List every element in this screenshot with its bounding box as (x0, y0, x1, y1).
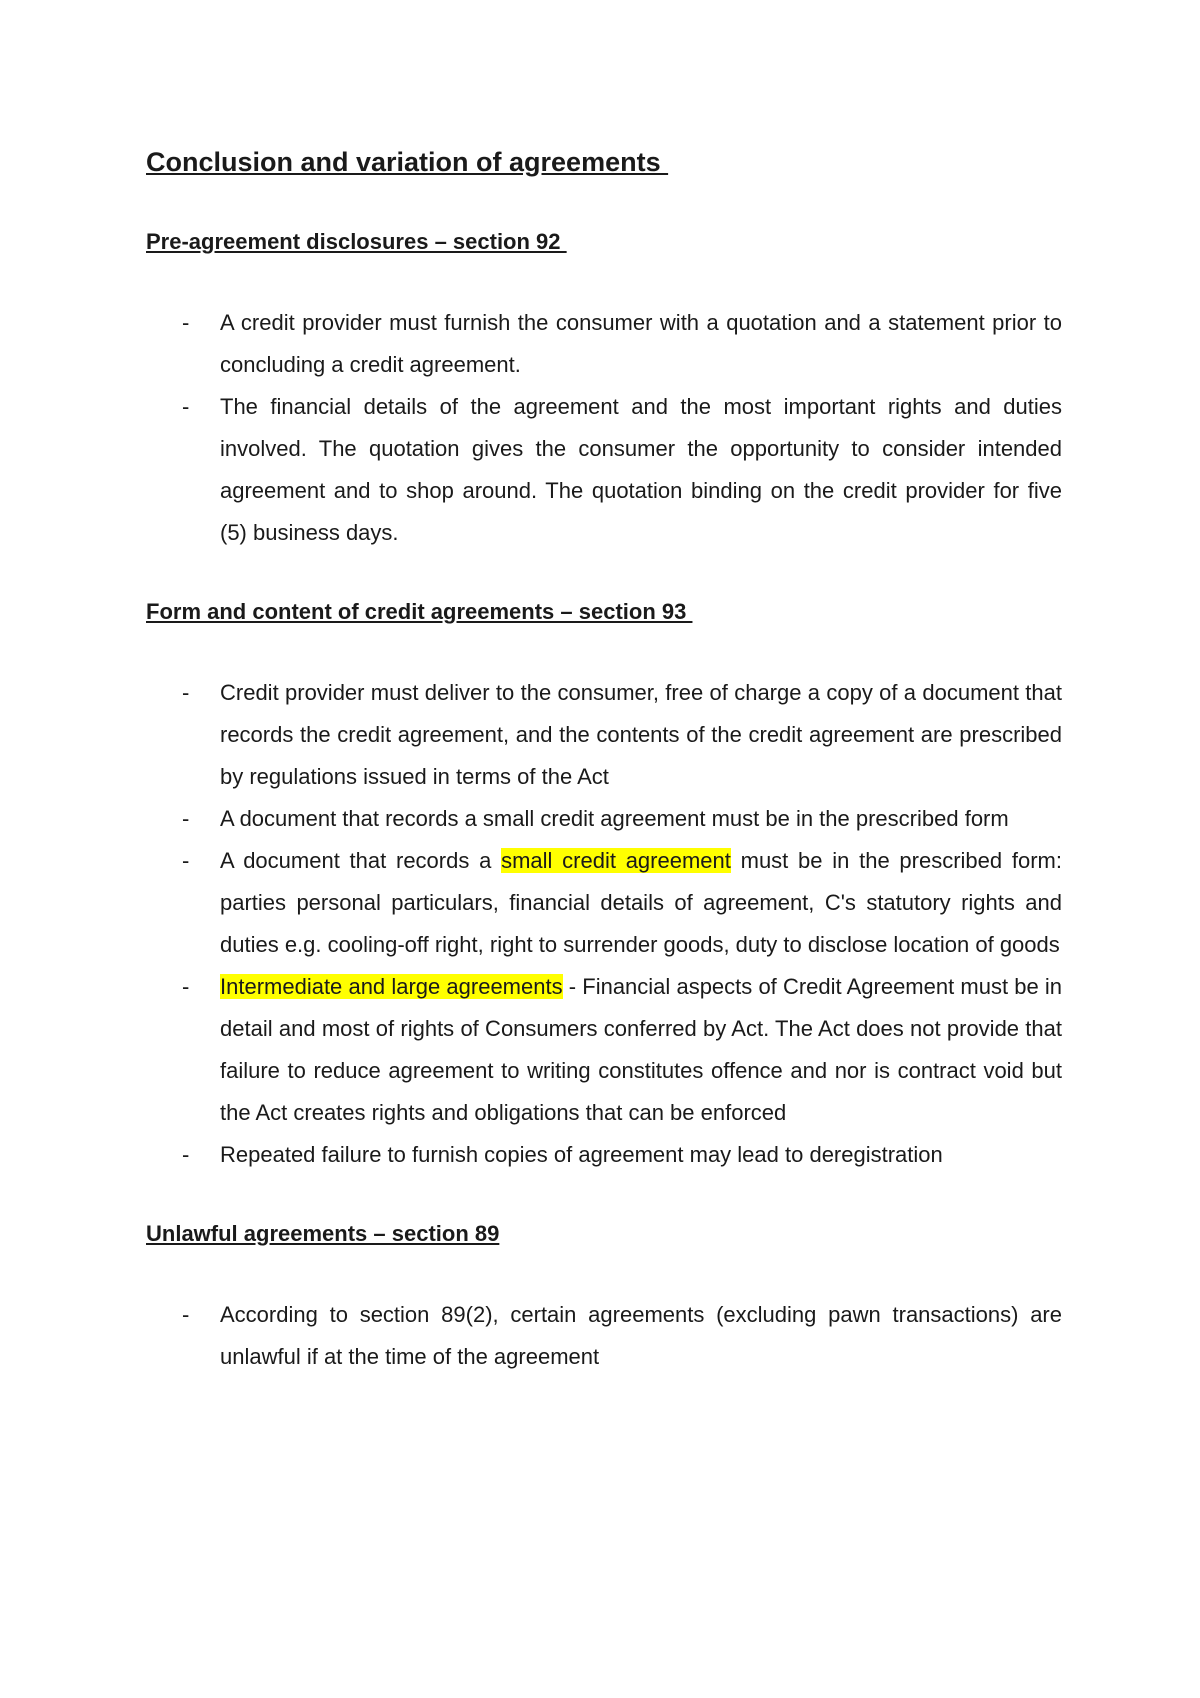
bullet-item (146, 966, 1062, 1134)
spacer (146, 262, 1062, 302)
section-heading: Pre-agreement disclosures – section 92 (146, 229, 567, 254)
bullet-item (146, 386, 1062, 554)
bullet-list (146, 1294, 1062, 1378)
bullet-text: A document that records a (220, 848, 502, 873)
bullet-item (146, 798, 1062, 840)
spacer (146, 1254, 1062, 1294)
spacer (146, 184, 1062, 222)
bullet-item (146, 302, 1062, 386)
section-heading: Form and content of credit agreements – section 93 (146, 599, 693, 624)
bullet-text: A credit provider must furnish the consumer with a quotation and a statement prior to concluding a credit agreement. (220, 310, 1062, 377)
spacer (146, 632, 1062, 672)
bullet-dash: - (182, 806, 190, 831)
document-title: Conclusion and variation of agreements (146, 147, 669, 177)
bullet-dash: - (182, 680, 190, 705)
bullet-list (146, 302, 1062, 554)
bullet-text: - Financial aspects of Credit Agreement must be in detail and most of rights of Consumers conferred by Act. The Act does not provide that failure to reduce agreement to writing constitutes offence and nor is contract void but the Act creates rights and obligations that can be enforced (220, 974, 1062, 1125)
bullet-dash: - (182, 974, 190, 999)
sections-container (146, 222, 1062, 1378)
spacer (146, 1176, 1062, 1214)
bullet-item (146, 672, 1062, 798)
bullet-text: According to section 89(2), certain agreements (excluding pawn transactions) are unlawful if at the time of the agreement (220, 1302, 1062, 1369)
bullet-dash: - (182, 394, 190, 419)
bullet-dash: - (182, 310, 190, 335)
bullet-dash: - (182, 1302, 190, 1327)
bullet-item (146, 840, 1062, 966)
section-heading: Unlawful agreements – section 89 (146, 1221, 500, 1246)
bullet-list (146, 672, 1062, 1176)
bullet-text: Credit provider must deliver to the consumer, free of charge a copy of a document that records the credit agreement, and the contents of the credit agreement are prescribed by regulations issued in terms of the Act (220, 680, 1062, 789)
bullet-dash: - (182, 1142, 190, 1167)
spacer (146, 554, 1062, 592)
bullet-text: Repeated failure to furnish copies of agreement may lead to deregistration (220, 1142, 943, 1167)
document-body (146, 140, 1062, 1378)
highlighted-text: Intermediate and large agreements (220, 974, 563, 999)
bullet-text: A document that records a small credit agreement must be in the prescribed form (220, 806, 1009, 831)
bullet-dash: - (182, 848, 190, 873)
bullet-text: The financial details of the agreement and the most important rights and duties involved. The quotation gives the consumer the opportunity to consider intended agreement and to shop around. The quotation binding on the credit provider for five (5) business days. (220, 394, 1062, 545)
bullet-item (146, 1294, 1062, 1378)
highlighted-text: small credit agreement (501, 848, 731, 873)
bullet-text: must be in the prescribed form: parties personal particulars, financial details of agreement, C's statutory rights and duties e.g. cooling-off right, right to surrender goods, duty to disclose location of goods (220, 848, 1062, 957)
bullet-item (146, 1134, 1062, 1176)
